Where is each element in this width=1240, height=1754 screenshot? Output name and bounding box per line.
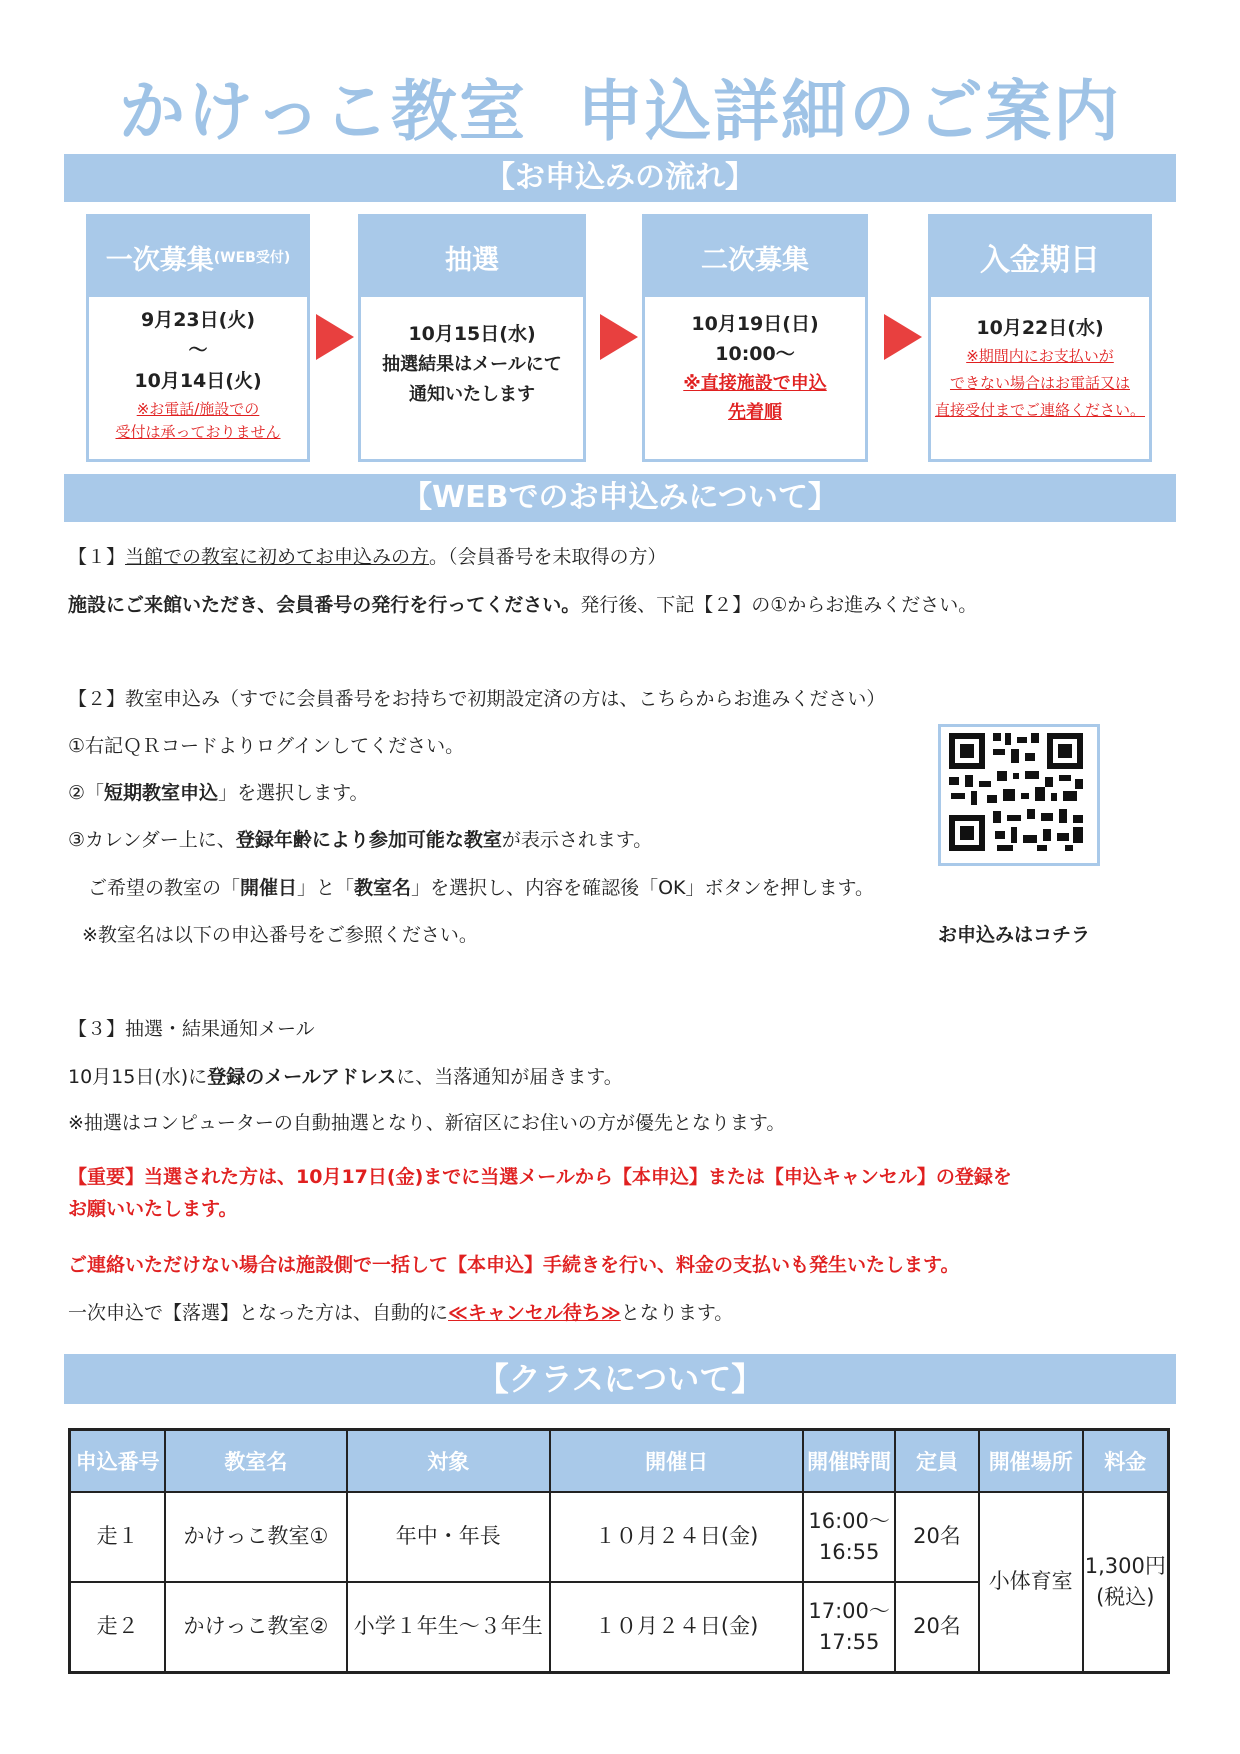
step-red-note: ※直接施設で申込: [683, 372, 827, 394]
step-line: 10月22日(水): [976, 317, 1104, 339]
step-note: 直接受付までご連絡ください。: [934, 401, 1145, 420]
s3-important-1: 【重要】当選された方は、10月17日(金)までに当選メールから【本申込】または【申込キャンセル】の登録を: [68, 1166, 1012, 1188]
step-line: ～: [188, 339, 208, 362]
step-body: [89, 297, 307, 441]
s3-line-1: [68, 1062, 623, 1089]
step-body: [931, 297, 1149, 424]
s2-l4c: 」と「: [297, 877, 355, 899]
s2-line-2: [68, 778, 369, 805]
table-header: 開催日: [550, 1430, 803, 1493]
step-head-label: 二次募集: [701, 244, 809, 276]
qr-code[interactable]: [938, 724, 1100, 866]
s3-important-3: ご連絡いただけない場合は施設側で一括して【本申込】手続きを行い、料金の支払いも発生いたします。: [68, 1254, 960, 1276]
time-start: 16:00～: [808, 1508, 890, 1533]
table-header: 開催場所: [979, 1430, 1083, 1493]
s3-l3b: ≪キャンセル待ち≫: [448, 1302, 621, 1324]
cell-capacity: 20名: [895, 1492, 979, 1582]
step-head: [89, 217, 307, 297]
s3-l1a: 10月15日(水)に: [68, 1066, 208, 1088]
s3-l1b: 登録のメールアドレス: [207, 1066, 397, 1088]
s2-l4d: 教室名: [354, 877, 412, 899]
s1-body-bold: 施設にご来館いただき、会員番号の発行を行ってください。: [68, 594, 581, 616]
time-start: 17:00～: [808, 1598, 890, 1623]
fee-tax: (税込): [1096, 1585, 1155, 1609]
fee-amount: 1,300円: [1084, 1553, 1166, 1578]
cell-place: 小体育室: [979, 1492, 1083, 1673]
s3-line-3: [68, 1298, 733, 1325]
s2-l4e: 」を選択し、内容を確認後「OK」ボタンを押します。: [411, 877, 874, 899]
s1-heading-underlined: 当館での教室に初めてお申込みの方: [125, 546, 430, 568]
step-line: 10月14日(火): [134, 369, 262, 392]
s2-l4b: 開催日: [240, 877, 298, 899]
step-red-note: 先着順: [728, 401, 782, 423]
cell-capacity: 20名: [895, 1582, 979, 1673]
s3-heading: 【３】抽選・結果通知メール: [68, 1018, 315, 1040]
s3-line-2: ※抽選はコンピューターの自動抽選となり、新宿区にお住いの方が優先となります。: [68, 1112, 786, 1134]
cell-date: １０月２４日(金): [550, 1492, 803, 1582]
step-line: 10月19日(日): [691, 313, 819, 335]
s2-l3b: 登録年齢により参加可能な教室: [235, 829, 502, 851]
s2-line-5: ※教室名は以下の申込番号をご参照ください。: [82, 924, 478, 946]
step-line: 9月23日(火): [140, 309, 256, 331]
s3-l3c: となります。: [620, 1302, 734, 1324]
step-line: 10月15日(水): [408, 323, 536, 345]
cell-time: [803, 1582, 895, 1673]
s2-heading: 【２】教室申込み（すでに会員番号をお持ちで初期設定済の方は、こちらからお進みください）: [68, 688, 886, 710]
title-left: かけっこ教室: [119, 73, 527, 150]
step-first-recruit: [86, 214, 310, 462]
table-header: 料金: [1083, 1430, 1169, 1493]
step-note: 受付は承っておりません: [115, 423, 281, 442]
step-body: [361, 297, 583, 410]
table-header: 定員: [895, 1430, 979, 1493]
table-header: 対象: [347, 1430, 550, 1493]
cell-no: 走２: [70, 1582, 166, 1673]
step-head-label: 一次募集: [105, 244, 214, 276]
table-header: 申込番号: [70, 1430, 166, 1493]
step-note: ※期間内にお支払いが: [966, 347, 1114, 366]
cell-target: 小学１年生～３年生: [347, 1582, 550, 1673]
step-lottery: [358, 214, 586, 462]
step-head: [645, 217, 865, 297]
step-line: 抽選結果はメールにて: [382, 354, 562, 376]
qr-code-icon: [941, 727, 1091, 857]
table-header: 開催時間: [803, 1430, 895, 1493]
step-note: できない場合はお電話又は: [949, 374, 1130, 393]
flow-band: 【お申込みの流れ】: [64, 154, 1176, 202]
class-table: [68, 1428, 1170, 1674]
step-second-recruit: [642, 214, 868, 462]
time-end: 17:55: [818, 1630, 880, 1654]
class-band: 【クラスについて】: [64, 1354, 1176, 1404]
s2-l2a: ②「: [68, 782, 105, 804]
s3-l3a: 一次申込で【落選】となった方は、自動的に: [68, 1302, 449, 1324]
step-payment-deadline: [928, 214, 1152, 462]
cell-time: [803, 1492, 895, 1582]
s2-line-1: ①右記ＱＲコードよりログインしてください。: [68, 735, 465, 757]
table-header-row: [70, 1430, 1169, 1493]
s2-line-4: [88, 873, 874, 900]
step-line: 通知いたします: [409, 384, 535, 406]
title-right: 申込詳細のご案内: [577, 73, 1121, 150]
step-body: [645, 297, 865, 427]
qr-caption: お申込みはコチラ: [938, 924, 1091, 946]
arrow-right-icon: [600, 314, 638, 360]
s2-l2c: 」を選択します。: [218, 782, 369, 804]
web-band: 【WEBでのお申込みについて】: [64, 474, 1176, 522]
cell-date: １０月２４日(金): [550, 1582, 803, 1673]
s2-l4a: ご希望の教室の「: [88, 877, 241, 899]
step-head-label: 入金期日: [980, 243, 1100, 278]
step-head: [361, 217, 583, 297]
step-head-small: (WEB受付): [213, 250, 291, 266]
s2-l3c: が表示されます。: [501, 829, 653, 851]
table-row: [70, 1492, 1169, 1582]
cell-name: かけっこ教室①: [165, 1492, 346, 1582]
s1-heading: [68, 542, 667, 569]
cell-fee: [1083, 1492, 1169, 1673]
step-note: ※お電話/施設での: [136, 400, 260, 419]
step-line: 10:00～: [715, 343, 795, 366]
cell-no: 走１: [70, 1492, 166, 1582]
step-head: [931, 217, 1149, 297]
time-end: 16:55: [818, 1540, 880, 1564]
cell-target: 年中・年長: [347, 1492, 550, 1582]
table-header: 教室名: [165, 1430, 346, 1493]
arrow-right-icon: [316, 314, 354, 360]
s2-l3a: ③カレンダー上に、: [68, 829, 236, 851]
cell-name: かけっこ教室②: [165, 1582, 346, 1673]
s1-heading-a: 【１】: [68, 546, 126, 568]
s3-important-2: お願いいたします。: [68, 1198, 238, 1220]
s1-body-rest: 発行後、下記【２】の①からお進みください。: [580, 594, 978, 616]
s1-heading-b: 。（会員番号を未取得の方）: [429, 546, 667, 568]
s1-body: [68, 590, 977, 617]
arrow-right-icon: [884, 314, 922, 360]
step-head-label: 抽選: [445, 244, 499, 276]
s3-l1c: に、当落通知が届きます。: [396, 1066, 623, 1088]
s2-line-3: [68, 825, 652, 852]
s2-l2b: 短期教室申込: [104, 782, 219, 804]
page-title: [0, 58, 1240, 153]
